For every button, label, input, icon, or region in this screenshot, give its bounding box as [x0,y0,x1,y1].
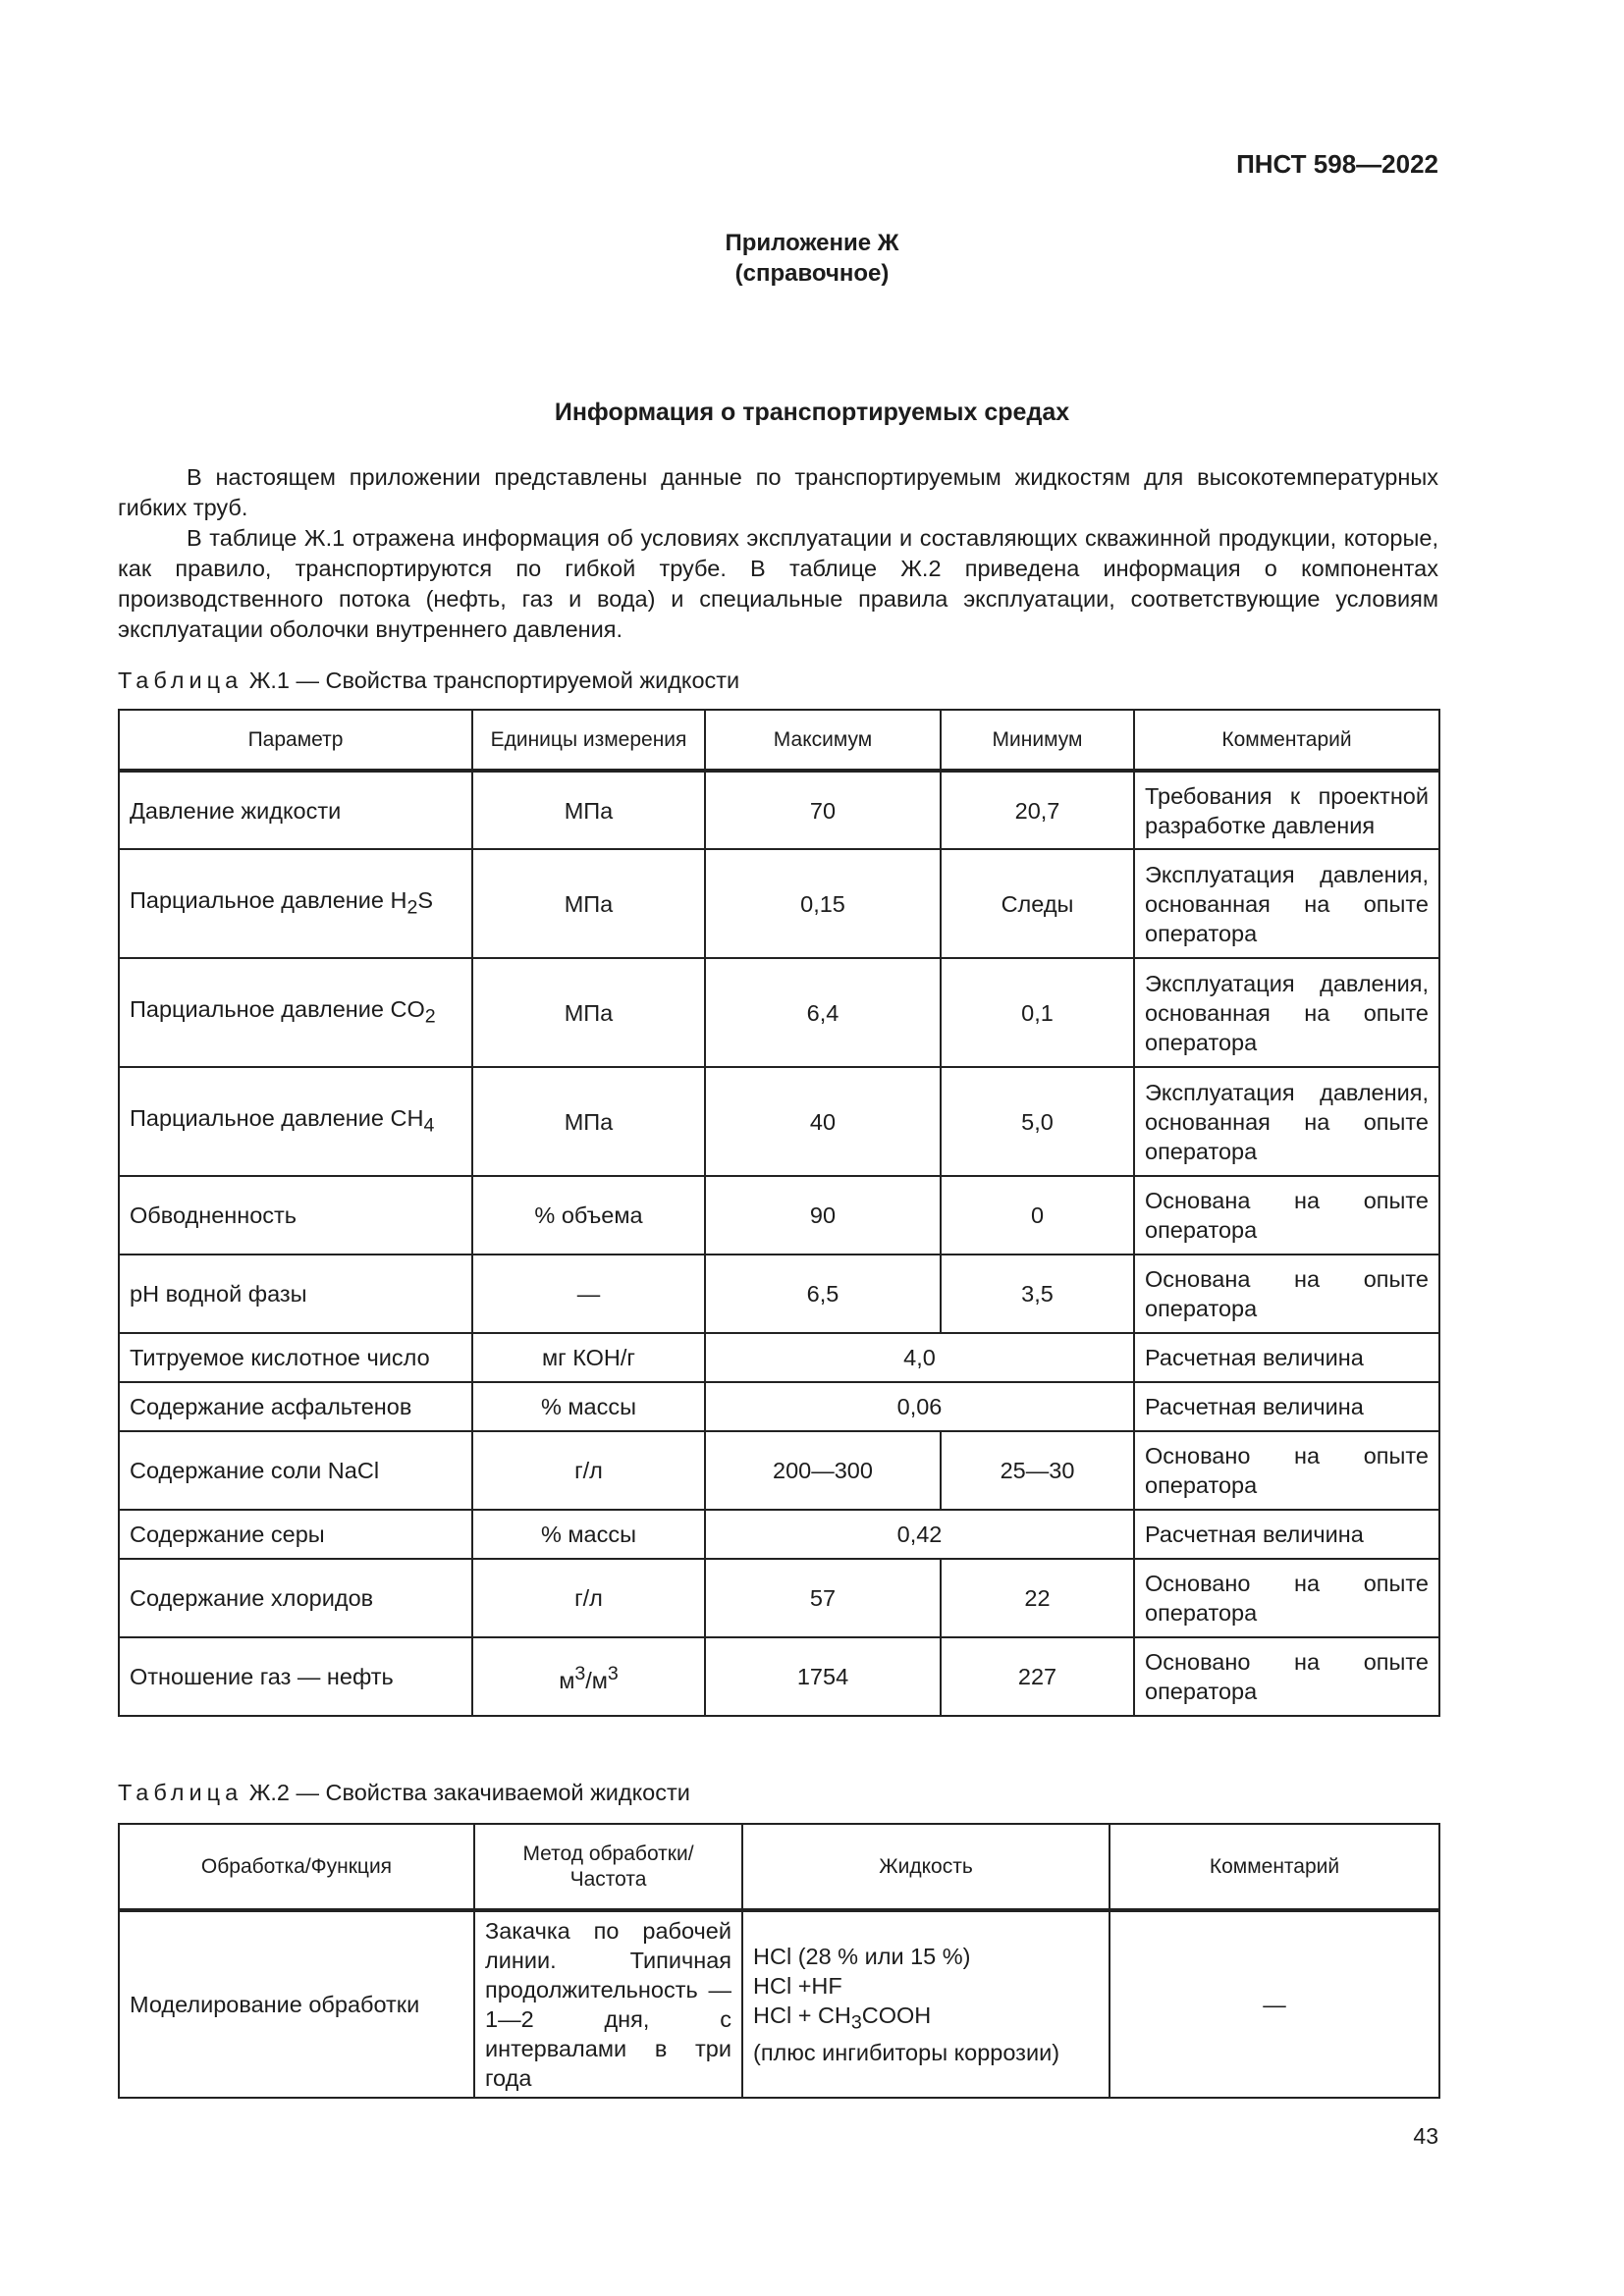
comment-cell: Основано на опыте оператора [1134,1431,1439,1510]
table-row [119,1559,1439,1637]
paragraph: В таблице Ж.1 отражена информация об условиях эксплуатации и составляющих скважинной продукции, которые, как правило, транспортируются по гибкой трубе. В таблице Ж.2 приведена информация о компонентах производственного потока (нефть, газ и вода) и специальные правила эксплуатации, соответствующие условиям эксплуатации оболочки внутреннего давления. [118,525,1438,642]
caption-text: Ж.1 — Свойства транспортируемой жидкости [248,667,740,693]
max-cell: 1754 [705,1637,941,1716]
unit-cell: г/л [472,1559,705,1637]
document-code: ПНСТ 598—2022 [1236,149,1438,179]
max-cell: 6,5 [705,1255,941,1333]
unit-cell: МПа [472,849,705,958]
fluid-line: HCl (28 % или 15 %) [753,1944,971,1970]
table-row [119,1510,1439,1559]
min-cell: 20,7 [941,771,1134,849]
value-cell: 0,42 [705,1510,1134,1559]
column-header: Жидкость [742,1824,1110,1910]
min-cell: 227 [941,1637,1134,1716]
intro-text [118,462,1438,645]
min-cell: 0,1 [941,958,1134,1067]
max-cell: 0,15 [705,849,941,958]
min-cell: 0 [941,1176,1134,1255]
table2-caption [118,1780,690,1806]
min-cell: Следы [941,849,1134,958]
column-header: Параметр [119,710,472,771]
unit-cell: % массы [472,1510,705,1559]
table-row [119,1910,1439,2098]
max-cell: 200—300 [705,1431,941,1510]
param-cell: Обводненность [119,1176,472,1255]
max-cell: 40 [705,1067,941,1176]
comment-cell: Основана на опыте оператора [1134,1255,1439,1333]
comment-cell: Эксплуатация давления, основанная на опыте оператора [1134,849,1439,958]
comment-cell: Требования к проектной разработке давления [1134,771,1439,849]
max-cell: 6,4 [705,958,941,1067]
comment-cell: Расчетная величина [1134,1510,1439,1559]
unit-cell: МПа [472,771,705,849]
unit-cell: мг КОН/г [472,1333,705,1382]
comment-cell: — [1110,1910,1439,2098]
param-cell: Давление жидкости [119,771,472,849]
table1-caption [118,667,739,694]
value-cell: 0,06 [705,1382,1134,1431]
appendix-title: Приложение Ж [725,230,899,256]
unit-cell: МПа [472,1067,705,1176]
comment-cell: Основана на опыте оператора [1134,1176,1439,1255]
unit-cell: г/л [472,1431,705,1510]
max-cell: 70 [705,771,941,849]
table-row [119,1637,1439,1716]
param-cell: Парциальное давление $H_2S$ [119,849,472,958]
table-row [119,958,1439,1067]
comment-cell: Основано на опыте оператора [1134,1559,1439,1637]
min-cell: 25—30 [941,1431,1134,1510]
value-cell: 4,0 [705,1333,1134,1382]
min-cell: 5,0 [941,1067,1134,1176]
table-row [119,1255,1439,1333]
param-cell: Содержание соли NaCl [119,1431,472,1510]
function-cell: Моделирование обработки [119,1910,474,2098]
column-header: Метод обработки/ Частота [474,1824,742,1910]
paragraph: В настоящем приложении представлены данные по транспортируемым жидкостям для высокотемпературных гибких труб. [118,464,1438,520]
table-row [119,771,1439,849]
min-cell: 3,5 [941,1255,1134,1333]
comment-cell: Эксплуатация давления, основанная на опыте оператора [1134,1067,1439,1176]
fluid-cell [742,1910,1110,2098]
unit-cell: $м^3/м^3$ [472,1637,705,1716]
column-header: Максимум [705,710,941,771]
param-cell: Парциальное давление $CO_2$ [119,958,472,1067]
table-header-row [119,710,1439,771]
min-cell: 22 [941,1559,1134,1637]
method-cell: Закачка по рабочей линии. Типичная продолжительность — 1—2 дня, с интервалами в три года [474,1910,742,2098]
appendix-subtitle: (справочное) [734,260,890,287]
param-cell: Содержание серы [119,1510,472,1559]
unit-cell: % объема [472,1176,705,1255]
table-transported-fluid [118,709,1440,1717]
comment-cell: Эксплуатация давления, основанная на опыте оператора [1134,958,1439,1067]
column-header: Обработка/Функция [119,1824,474,1910]
param-cell: Титруемое кислотное число [119,1333,472,1382]
unit-cell: МПа [472,958,705,1067]
table-header-row [119,1824,1439,1910]
max-cell: 90 [705,1176,941,1255]
table-row [119,1067,1439,1176]
table-row [119,849,1439,958]
column-header: Единицы измерения [472,710,705,771]
table-row [119,1333,1439,1382]
param-cell: Парциальное давление $CH_4$ [119,1067,472,1176]
fluid-line: HCl + $CH_3COOH$ [753,2002,932,2034]
param-cell: Содержание асфальтенов [119,1382,472,1431]
comment-cell: Расчетная величина [1134,1333,1439,1382]
column-header: Минимум [941,710,1134,771]
table-row [119,1382,1439,1431]
fluid-line: (плюс ингибиторы коррозии) [753,2039,1060,2065]
page-number: 43 [1413,2123,1438,2149]
param-cell: pH водной фазы [119,1255,472,1333]
unit-cell: % массы [472,1382,705,1431]
table-row [119,1431,1439,1510]
max-cell: 57 [705,1559,941,1637]
table-row [119,1176,1439,1255]
caption-word: Таблица [118,667,244,693]
comment-cell: Основано на опыте оператора [1134,1637,1439,1716]
column-header: Комментарий [1134,710,1439,771]
column-header: Комментарий [1110,1824,1439,1910]
table-injected-fluid [118,1823,1440,2099]
section-title: Информация о транспортируемых средах [554,399,1070,426]
unit-cell: — [472,1255,705,1333]
caption-text: Ж.2 — Свойства закачиваемой жидкости [248,1780,690,1805]
appendix-heading [0,228,1624,289]
comment-cell: Расчетная величина [1134,1382,1439,1431]
param-cell: Отношение газ — нефть [119,1637,472,1716]
param-cell: Содержание хлоридов [119,1559,472,1637]
caption-word: Таблица [118,1780,244,1805]
fluid-line: HCl +HF [753,1973,842,2000]
